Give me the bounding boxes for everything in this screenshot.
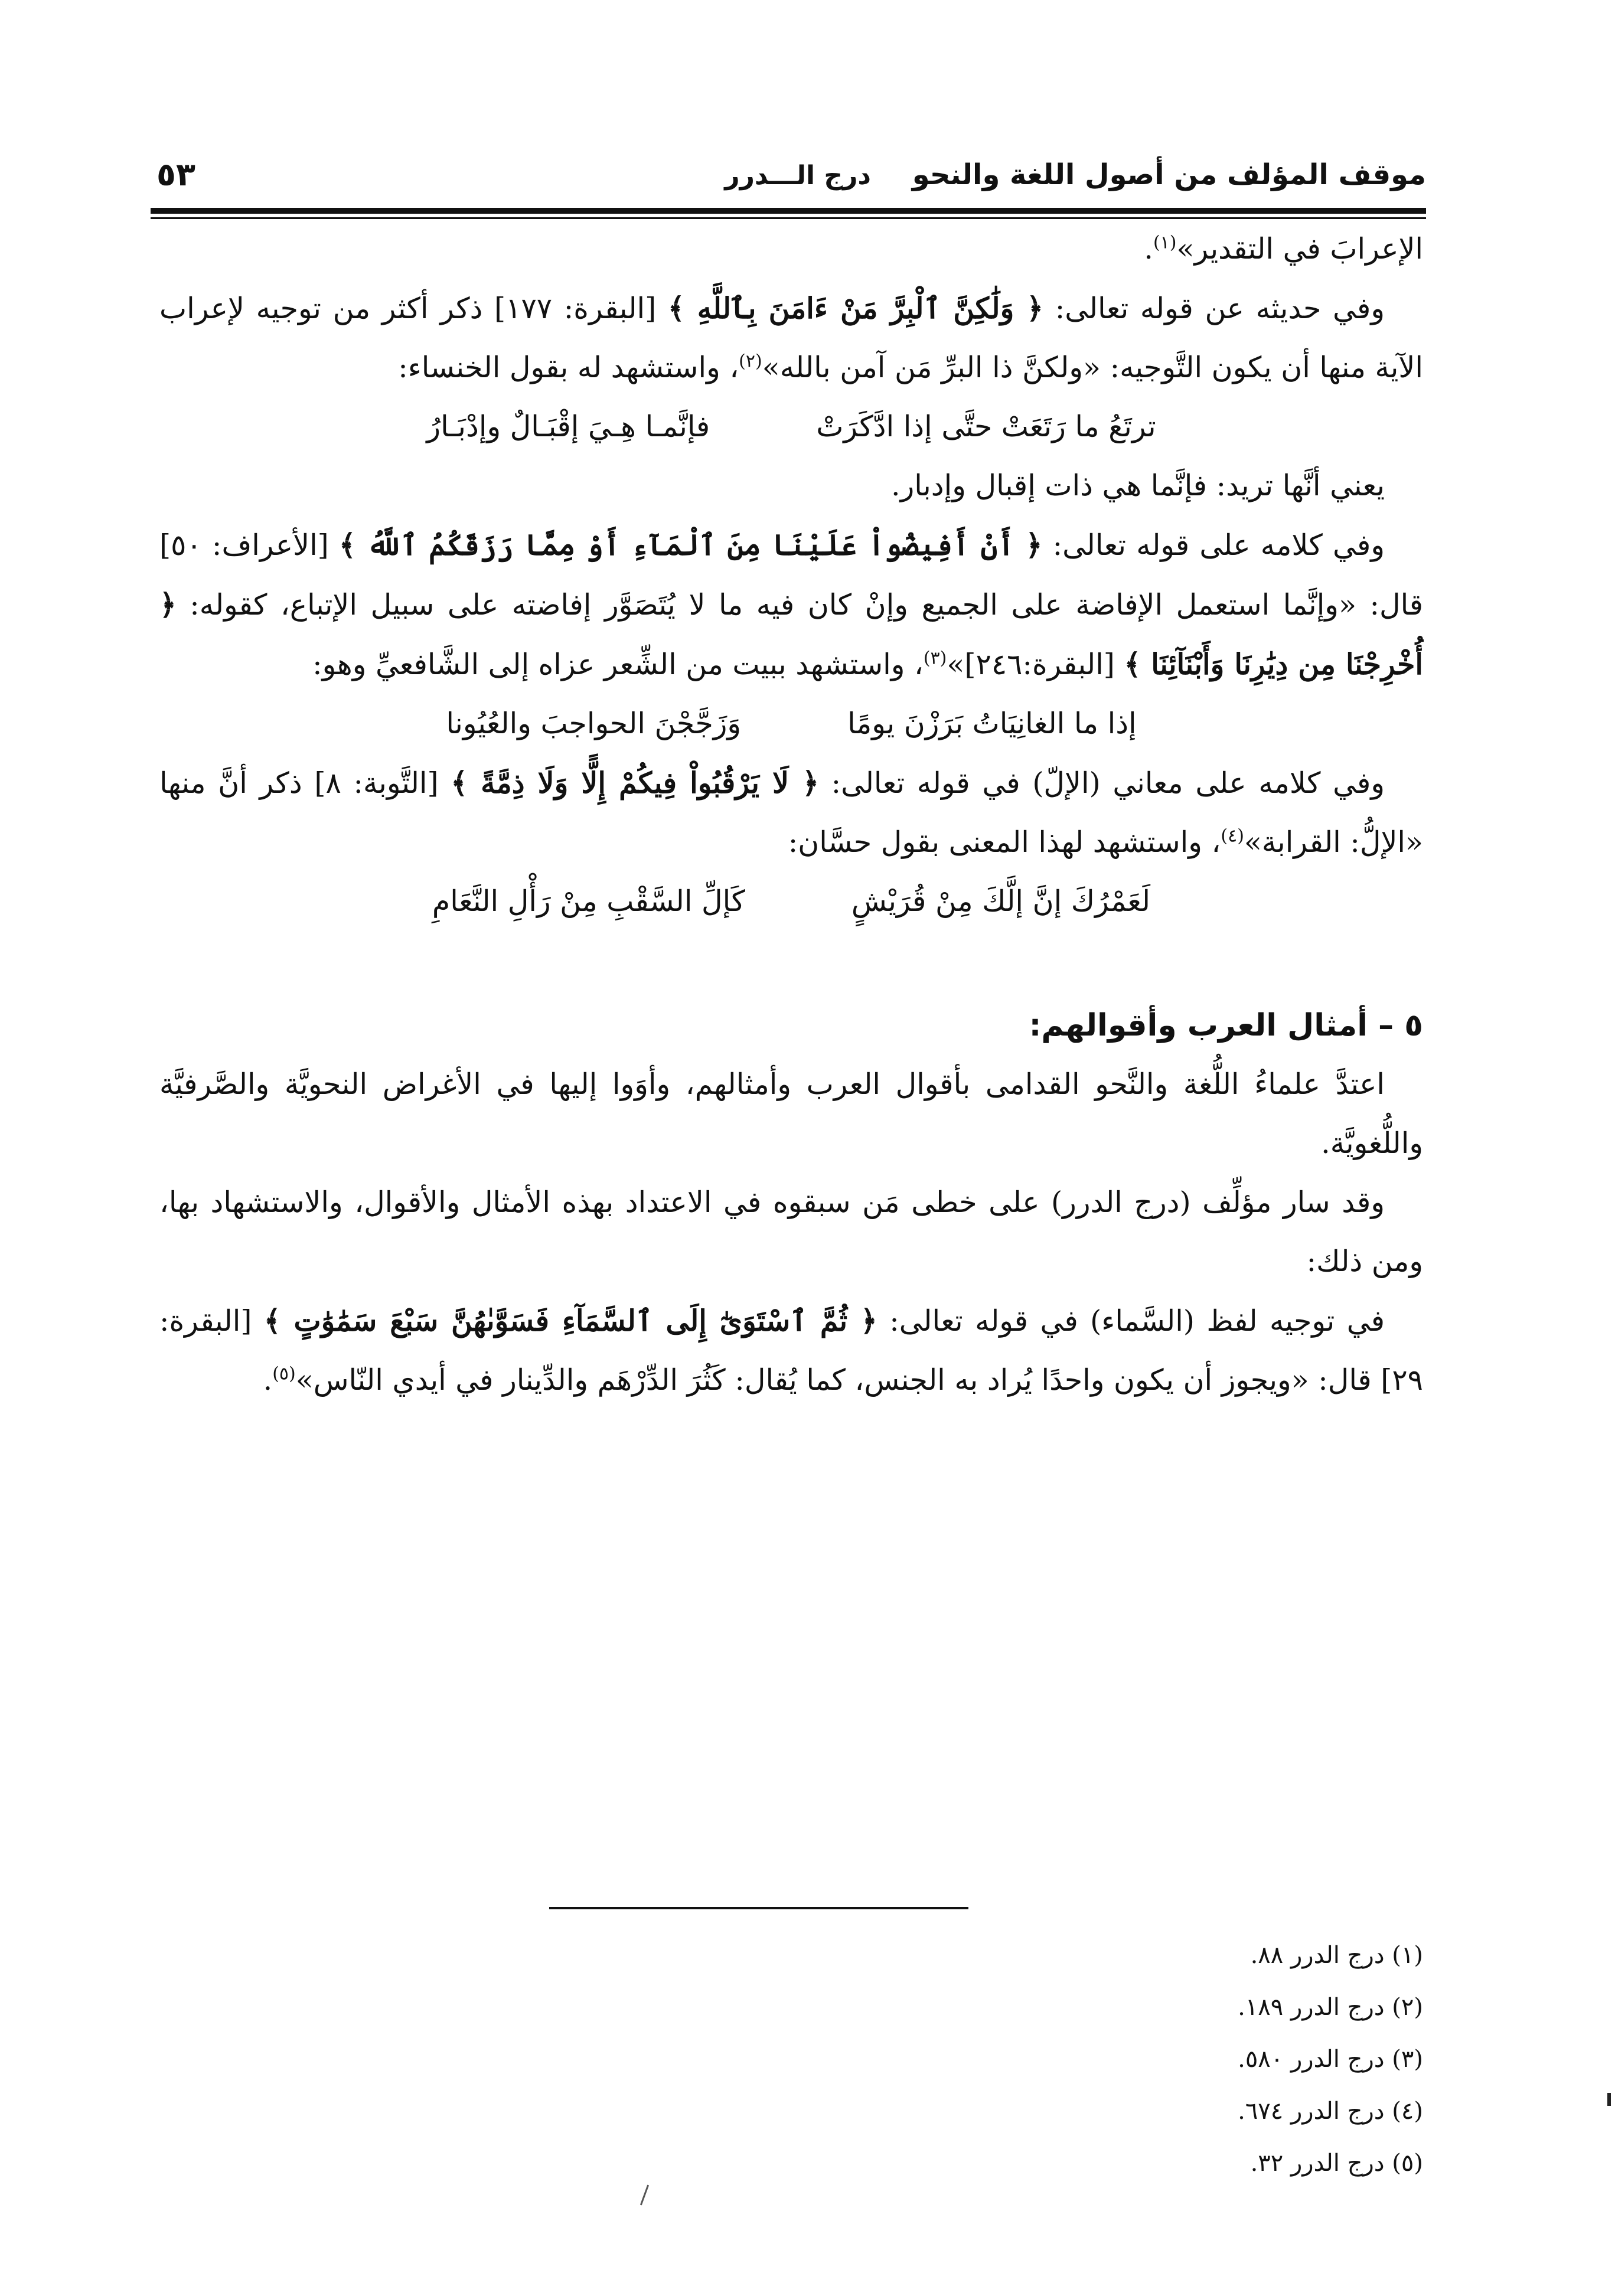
footnote-4: (٤) درج الدرر ٦٧٤. [1238,2098,1423,2125]
footnote-5: (٥) درج الدرر ٣٢. [1250,2150,1423,2177]
text-run: . [263,1363,273,1397]
footnote-3: (٣) درج الدرر ٥٨٠. [1238,2046,1423,2073]
paragraph-5 [159,753,1423,872]
scan-speck [640,2185,649,2206]
poetry-verse-2 [159,694,1423,753]
text-run: في توجيه لفظ (السَّماء) في قوله تعالى: [877,1304,1385,1338]
poetry-verse-1 [159,397,1423,456]
text-run: ، واستشهد لهذا المعنى بقول حسَّان: [788,825,1221,859]
text-run: [البقرة: ١٧٧] ذكر أكثر من توجيه لإعراب الآية منها أن يكون التَّوجيه: «ولكنَّ ذا البرِّ مَن آمن بالله» [159,292,1423,384]
paragraph-3: يعني أنَّها تريد: فإنَّما هي ذات إقبال وإدبار. [891,469,1385,502]
text-run: وفي كلامه على قوله تعالى: [1042,528,1385,562]
quran-quote: ﴿ أَنْ أَفِيضُواْ عَلَيْنَا مِنَ ٱلْمَآءِ أَوْ مِمَّا رَزَقَكُمُ ٱللَّهُ ﴾ [338,528,1043,562]
header-rule-thick [151,208,1426,214]
paragraph-8 [159,1291,1423,1410]
paragraph-1: الإعرابَ في التقدير»$^{(١)}$. [1144,232,1423,266]
header-rule-thin [151,217,1426,219]
verse-second-hemistich: كَإلِّ السَّقْبِ مِنْ رَأْلِ النَّعَامِ [432,884,745,918]
quran-quote: ﴿ وَلَٰكِنَّ ٱلْبِرَّ مَنْ ءَامَنَ بِٱللَّهِ ﴾ [667,291,1044,325]
text-run: وفي حديثه عن قوله تعالى: [1043,292,1385,325]
footnote-separator [549,1907,968,1909]
header-book-title: درج الـــدرر [725,161,871,191]
quran-quote: ﴿ أُخْرِجْنَا مِن دِيَٰرِنَا وَأَبْنَآئِنَا ﴾ [159,587,1423,681]
paragraph-4 [159,515,1423,694]
footnote-1: (١) درج الدرر ٨٨. [1250,1942,1423,1969]
verse-second-hemistich: فإنَّمـا هِـيَ إقْبَـالٌ وإدْبَـارُ [426,410,710,443]
text-run: ، واستشهد له بقول الخنساء: [398,351,739,384]
header-section-title: موقف المؤلف من أصول اللغة والنحو [912,158,1426,191]
section-heading: ٥ – أمثال العرب وأقوالهم: [1029,1008,1423,1043]
footnote-2: (٢) درج الدرر ١٨٩. [1238,1994,1423,2021]
footnote-ref: (٥) [272,1363,296,1384]
footnote-ref: (٢) [739,351,762,372]
footnote-ref: (٤) [1221,825,1244,847]
scan-speck [1607,2093,1611,2106]
footnotes [892,1929,1423,2189]
text-run: [البقرة:٢٤٦]» [947,648,1124,681]
footnote-ref: (٣) [923,648,947,669]
verse-second-hemistich: وَزَجَّجْنَ الحواجبَ والعُيُونا [446,707,742,740]
paragraph-2 [159,279,1423,397]
paragraph-7: وقد سار مؤلِّف (درج الدرر) على خطى مَن سبقوه في الاعتداد بهذه الأمثال والأقوال، والاستشهاد بها، ومن ذلك: [159,1185,1423,1278]
text-run: وفي كلامه على معاني (الإلّ) في قوله تعالى: [818,766,1385,800]
text-run: [الأعراف: ٥٠] قال: «وإنَّما استعمل الإفاضة على الجميع وإنْ كان فيه ما لا يُتَصَوَّر إفاضته على سبيل الإتباع، كقوله: [159,528,1423,622]
footnote-ref: (١) [1153,232,1177,253]
text-run: [البقرة: ٢٩] قال: «ويجوز أن يكون واحدًا يُراد به الجنس، كما يُقال: كَثُرَ الدِّرْهَم والدِّينار في أيدي النّاس» [159,1304,1423,1397]
verse-first-hemistich: لَعَمْرُكَ إنَّ إلَّكَ مِنْ قُرَيْشٍ [851,884,1151,918]
poetry-verse-3 [159,872,1423,931]
quran-quote: ﴿ ثُمَّ ٱسْتَوَىٰٓ إِلَى ٱلسَّمَآءِ فَسَوَّىٰهُنَّ سَبْعَ سَمَٰوَٰتٍ ﴾ [263,1304,877,1338]
body-text [159,220,1423,1410]
text-run: الإعرابَ في التقدير» [1176,232,1423,266]
paragraph-6: اعتدَّ علماءُ اللُّغة والنَّحو القدامى بأقوال العرب وأمثالهم، وأوَوا إليها في الأغراض النحويَّة والصَّرفيَّة واللُّغويَّة. [159,1067,1423,1160]
verse-first-hemistich: ترتَعُ ما رَتَعَتْ حتَّى إذا ادَّكَرَتْ [816,410,1156,443]
text-run: [التَّوبة: ٨] ذكر أنَّ منها «الإلُّ: القرابة» [159,766,1423,859]
page-number: ٥٣ [156,156,195,193]
verse-first-hemistich: إذا ما الغانِيَاتُ بَرَزْنَ يومًا [847,707,1137,740]
running-header [151,152,1426,205]
text-run: ، واستشهد ببيت من الشِّعر عزاه إلى الشَّافعيِّ وهو: [312,648,924,681]
quran-quote: ﴿ لَا يَرْقُبُواْ فِيكُمْ إِلًّا وَلَا ذِمَّةً ﴾ [451,766,819,800]
